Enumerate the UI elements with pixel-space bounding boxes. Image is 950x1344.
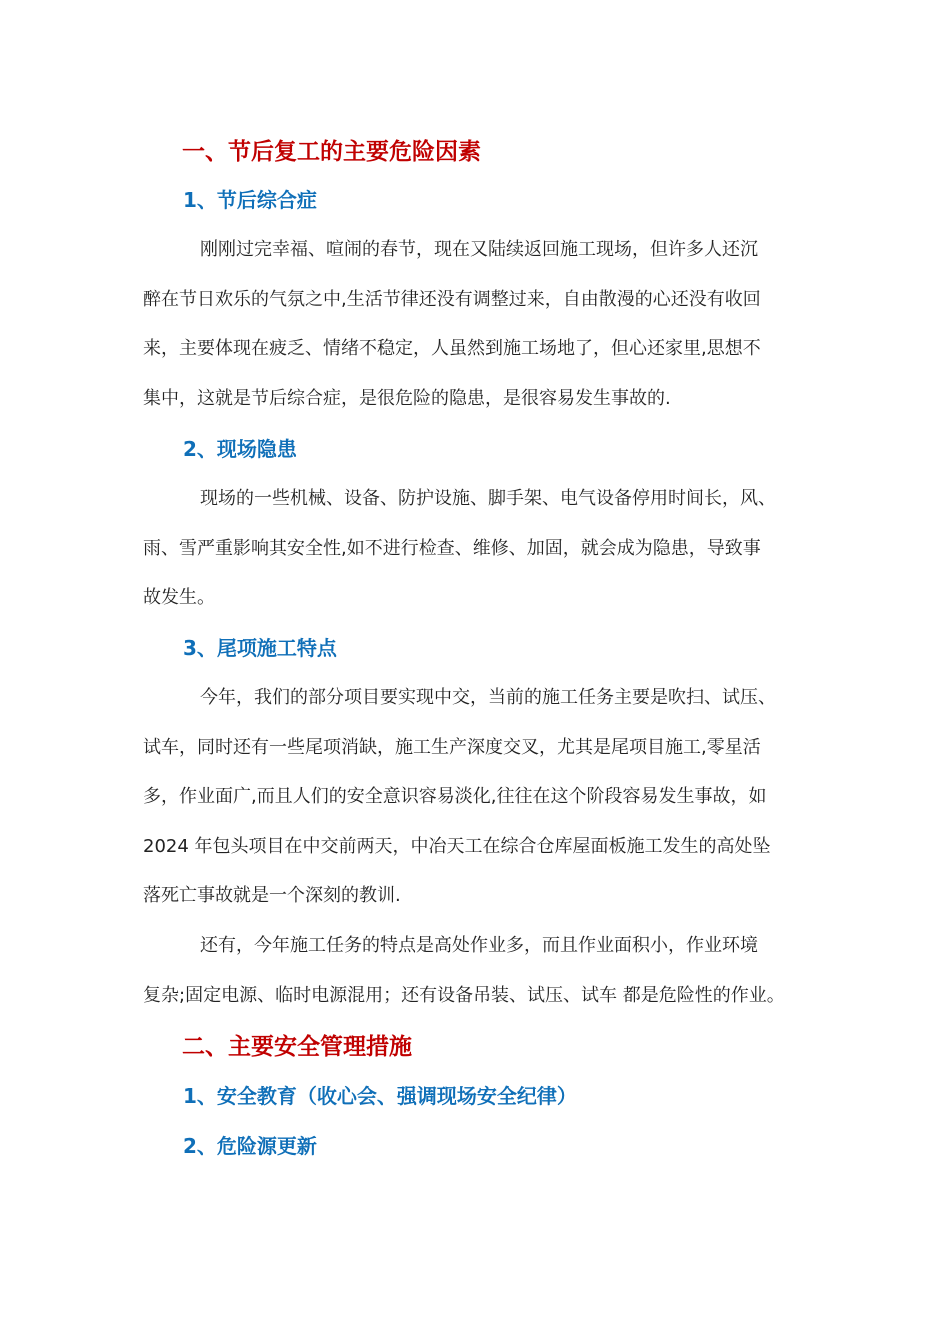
paragraph-line: 醉在节日欢乐的气氛之中,生活节律还没有调整过来，自由散漫的心还没有收回: [143, 288, 761, 310]
subsection-1-1-heading: 1、节后综合症: [183, 188, 317, 212]
subsection-1-3-heading: 3、尾项施工特点: [183, 636, 337, 660]
paragraph-line: 雨、雪严重影响其安全性,如不进行检查、维修、加固，就会成为隐患，导致事: [143, 537, 761, 559]
paragraph-line: 现场的一些机械、设备、防护设施、脚手架、电气设备停用时间长，风、: [200, 488, 776, 509]
paragraph-line: 来，主要体现在疲乏、情绪不稳定，人虽然到施工场地了，但心还家里,思想不: [143, 338, 761, 360]
subsection-1-1-paragraph: [143, 225, 823, 423]
section-2-heading: 二、主要安全管理措施: [182, 1034, 412, 1060]
section-1-heading: 一、节后复工的主要危险因素: [182, 139, 481, 165]
subsection-2-2-heading: 2、危险源更新: [183, 1134, 317, 1158]
subsection-1-3-paragraph: [143, 673, 823, 921]
paragraph-line: 多，作业面广,而且人们的安全意识容易淡化,往往在这个阶段容易发生事故，如: [143, 786, 767, 808]
paragraph-line: 复杂;固定电源、临时电源混用；还有设备吊装、试压、试车 都是危险性的作业。: [143, 984, 785, 1006]
paragraph-line: 刚刚过完幸福、喧闹的春节，现在又陆续返回施工现场，但许多人还沉: [200, 239, 758, 260]
subsection-1-2-heading: 2、现场隐患: [183, 437, 297, 461]
subsection-2-1-heading: 1、安全教育（收心会、强调现场安全纪律）: [183, 1084, 577, 1108]
subsection-1-2-paragraph: [143, 474, 823, 623]
paragraph-line: 故发生。: [143, 587, 215, 609]
paragraph-line: 今年，我们的部分项目要实现中交，当前的施工任务主要是吹扫、试压、: [200, 687, 776, 708]
paragraph-line: 还有，今年施工任务的特点是高处作业多，而且作业面积小，作业环境: [200, 935, 758, 956]
paragraph-line: 落死亡事故就是一个深刻的教训.: [143, 885, 401, 907]
paragraph-line: 试车，同时还有一些尾项消缺，施工生产深度交叉，尤其是尾项目施工,零星活: [143, 736, 761, 758]
subsection-1-3-paragraph-2: [143, 921, 823, 1020]
paragraph-line: 2024 年包头项目在中交前两天，中冶天工在综合仓库屋面板施工发生的高处坠: [143, 835, 771, 857]
paragraph-line: 集中，这就是节后综合症，是很危险的隐患，是很容易发生事故的.: [143, 387, 671, 409]
